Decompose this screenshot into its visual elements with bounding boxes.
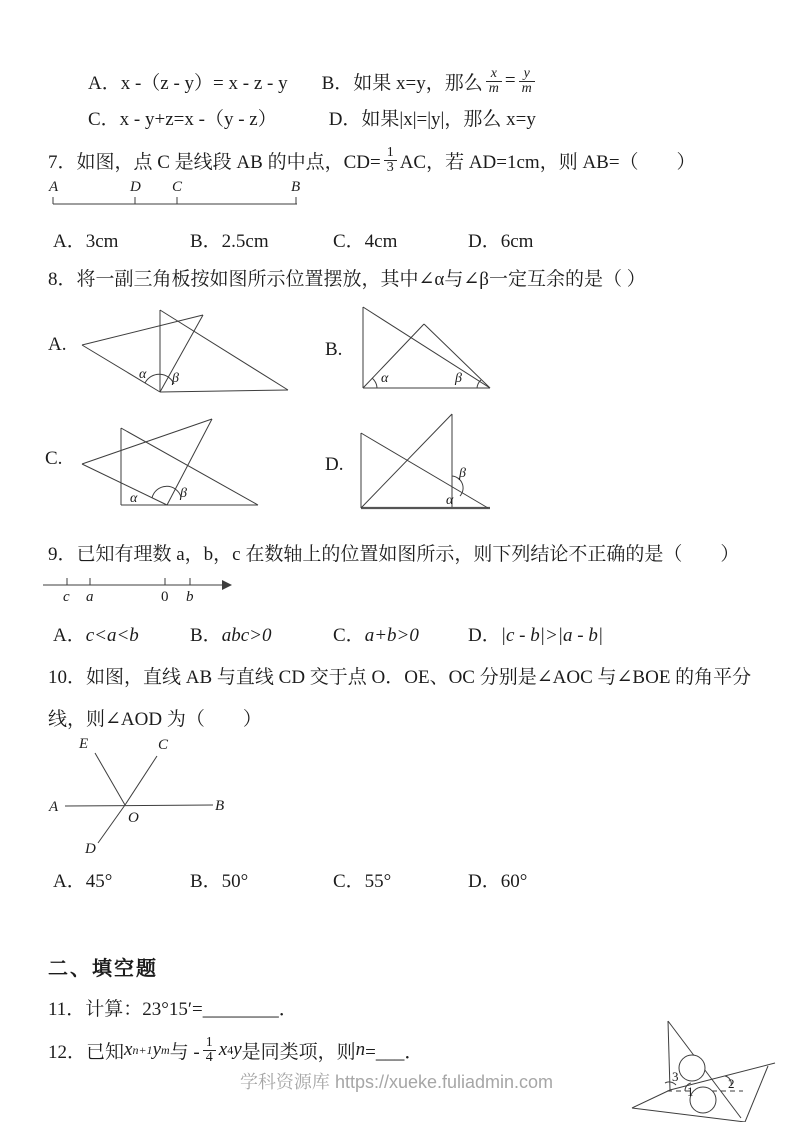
q8a-alpha-label: α [139,367,147,382]
q12-var-x1: x [124,1039,133,1060]
q7-option-d: D．6cm [468,231,534,252]
q8-label-d: D. [325,454,344,475]
q8-figure-b [345,296,505,396]
q10-o-label: O [128,810,139,826]
q12-var-y2: y [233,1039,242,1060]
q9-zero-label: 0 [161,589,169,605]
q9-option-c: C．a+b>0 [333,625,419,646]
q12-var-y1: y [152,1039,161,1060]
corner-angle-2-label: 2 [728,1076,735,1091]
q6-options-cd [88,104,536,131]
q12-post: 是同类项，则 [241,1041,356,1063]
q7-fraction-one-third: $\frac{1}{3}$ [384,146,397,175]
q8b-alpha-label: α [381,371,389,386]
q10-option-d: D．60° [468,871,528,892]
q10-d-label: D [85,841,96,857]
q10-c-label: C [158,737,169,753]
q8-label-c: C. [45,448,63,469]
q7-option-a: A．3cm [53,231,119,252]
q8-label-a: A. [48,334,67,355]
q8-figure-d [340,400,510,515]
q6-option-d: D．如果|x|=|y|，那么 x=y [328,109,536,130]
q7-point-c-label: C [172,179,183,195]
q9-stem: 9．已知有理数 a，b，c 在数轴上的位置如图所示，则下列结论不正确的是（ ） [48,544,740,565]
q8c-alpha-label: α [130,491,138,506]
q12-fraction-one-fourth: $\frac{1}{4}$ [203,1036,216,1065]
q8-figure-c [70,406,270,511]
q6-option-b-eq: = [504,70,516,91]
q9-a-label: a [86,589,94,605]
q12-pre: 12．已知 [48,1041,125,1063]
q12-post2: =___． [365,1041,424,1063]
q12-mid: 与 - [169,1041,200,1063]
q10-option-b: B．50° [190,871,249,892]
q7-segment-figure [48,176,308,212]
q10-stem-line2: 线，则∠AOD 为（ ） [48,709,262,730]
q10-option-a: A．45° [53,871,113,892]
section-2-title: 二、填空题 [48,958,158,980]
q10-a-label: A [49,799,59,815]
q12-var-x2: x [218,1039,228,1060]
q9-option-a: A．c<a<b [53,625,139,646]
q10-b-label: B [215,798,225,814]
q9-c-label: c [63,589,70,605]
q7-option-b: B．2.5cm [190,231,269,252]
q8-label-b: B. [325,339,343,360]
q8d-beta-label: β [459,466,466,481]
q6-options-ab [88,58,538,104]
q8-figure-a [70,296,300,402]
q9-option-d: D．|c - b|>|a - b| [468,625,604,646]
site-watermark: 学科资源库 https://xueke.fuliadmin.com [239,1072,554,1092]
q8b-beta-label: β [455,371,462,386]
q9-b-label: b [186,589,194,605]
q8-stem: 8．将一副三角板按如图所示位置摆放，其中∠α与∠β一定互余的是（ ） [48,269,646,290]
corner-angle-1-label: 1 [687,1084,694,1099]
q6-fraction-x-m: $\frac{x}{m}$ [486,67,502,96]
q6-option-b-pre: B．如果 x=y，那么 [321,72,483,94]
q10-angle-figure [43,730,243,862]
q10-option-c: C．55° [333,871,392,892]
q8c-beta-label: β [180,486,187,501]
q9-numberline-figure [40,570,245,606]
q6-option-c: C．x - y+z=x -（y - z） [88,109,277,130]
q7-point-a-label: A [49,179,59,195]
corner-angle-3-label: 3 [672,1069,679,1084]
q7-stem-pre: 7．如图，点 C 是线段 AB 的中点，CD= [48,151,381,173]
q12-stem: 12．已知 x n+1 y m 与 - $\frac{1}{4}$ x 4 y 是同类项，则 n =___． [48,1034,424,1065]
q7-point-d-label: D [130,179,141,195]
q8a-beta-label: β [172,371,179,386]
q6-fraction-y-m: $\frac{y}{m}$ [519,67,535,96]
q6-option-a: A．x -（z - y）= x - z - y [88,72,288,94]
q7-stem [48,140,696,180]
q12-var-n: n [355,1039,366,1060]
q9-option-b: B．abc>0 [190,625,272,646]
corner-triangles-figure [625,1002,793,1122]
q7-point-b-label: B [291,179,301,195]
q10-stem-line1: 10．如图，直线 AB 与直线 CD 交于点 O．OE、OC 分别是∠AOC 与∠BOE 的角平分 [48,667,752,688]
q7-option-c: C．4cm [333,231,398,252]
q11-stem: 11．计算：23°15′=________． [48,999,298,1020]
q7-stem-post: AC，若 AD=1cm，则 AB=（ ） [399,151,696,173]
q8d-alpha-label: α [446,493,454,508]
q10-e-label: E [79,736,89,752]
